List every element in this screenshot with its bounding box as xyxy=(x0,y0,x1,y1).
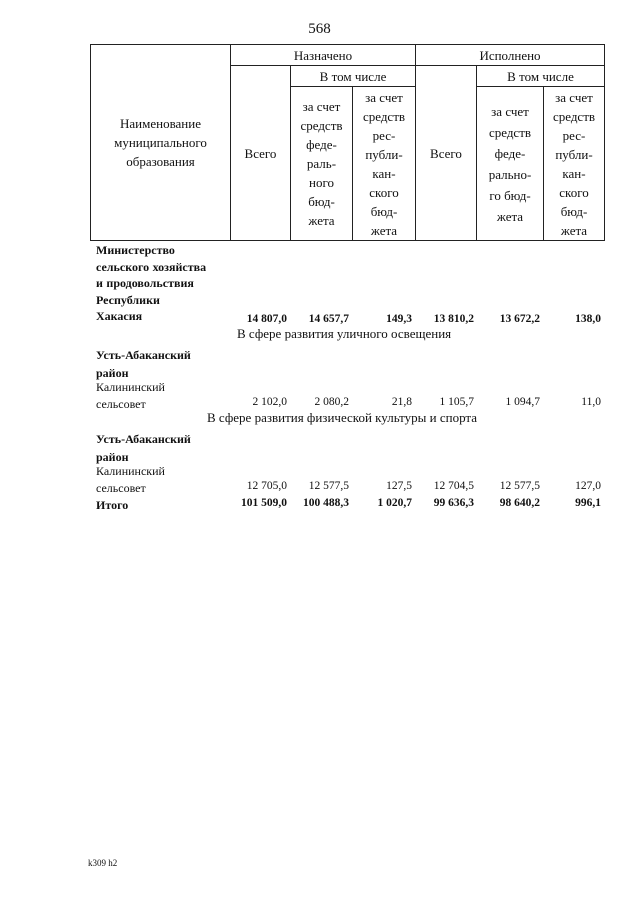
header-including-assigned: В том числе xyxy=(290,65,416,87)
ministry-total-executed: 13 810,2 xyxy=(433,313,474,325)
council2-rep-assigned: 127,5 xyxy=(386,480,412,492)
district-name-1: Усть-Абаканский район xyxy=(96,348,191,380)
ministry-rep-assigned: 149,3 xyxy=(386,313,412,325)
council2-fed-executed: 12 577,5 xyxy=(499,480,540,492)
council1-total-assigned: 2 102,0 xyxy=(252,396,287,408)
council2-total-executed: 12 704,5 xyxy=(433,480,474,492)
header-rep-assigned: за счет средств рес- публи- кан- ского бюд- жета xyxy=(352,86,416,241)
total-rep-assigned: 1 020,7 xyxy=(377,497,412,509)
total-fed-executed: 98 640,2 xyxy=(499,497,540,509)
council2-rep-executed: 127,0 xyxy=(575,480,601,492)
ministry-total-assigned: 14 807,0 xyxy=(246,313,287,325)
council1-total-executed: 1 105,7 xyxy=(439,396,474,408)
council-name-2: Калининский сельсовет xyxy=(96,464,165,495)
ministry-rep-executed: 138,0 xyxy=(575,313,601,325)
footer-code: k309 h2 xyxy=(88,858,118,868)
section-title-lighting: В сфере развития уличного освещения xyxy=(237,326,452,341)
total-label: Итого xyxy=(96,498,129,512)
header-total-assigned: Всего xyxy=(230,65,291,241)
council2-total-assigned: 12 705,0 xyxy=(246,480,287,492)
ministry-fed-executed: 13 672,2 xyxy=(499,313,540,325)
header-rep-executed: за счет средств рес- публи- кан- ского бюд- жета xyxy=(543,86,605,241)
header-name-column: Наименование муниципального образования xyxy=(90,44,231,241)
total-fed-assigned: 100 488,3 xyxy=(303,497,349,509)
council2-fed-assigned: 12 577,5 xyxy=(308,480,349,492)
section-title-sport: В сфере развития физической культуры и спорта xyxy=(207,410,478,425)
district-name-2: Усть-Абаканский район xyxy=(96,432,191,464)
header-fed-executed: за счет средств феде- рально- го бюд- жета xyxy=(476,86,544,241)
ministry-fed-assigned: 14 657,7 xyxy=(308,313,349,325)
total-rep-executed: 996,1 xyxy=(575,497,601,509)
council1-fed-assigned: 2 080,2 xyxy=(314,396,349,408)
header-including-executed: В том числе xyxy=(476,65,605,87)
header-total-executed: Всего xyxy=(415,65,477,241)
total-total-executed: 99 636,3 xyxy=(433,497,474,509)
ministry-name: Министерство сельского хозяйства и продовольствия Республики Хакасия xyxy=(96,243,207,324)
page-number: 568 xyxy=(308,21,331,37)
header-assigned: Назначено xyxy=(230,44,416,66)
header-fed-assigned: за счет средств феде- раль- ного бюд- жета xyxy=(290,86,353,241)
total-total-assigned: 101 509,0 xyxy=(241,497,287,509)
header-executed: Исполнено xyxy=(415,44,605,66)
council1-fed-executed: 1 094,7 xyxy=(505,396,540,408)
council-name-1: Калининский сельсовет xyxy=(96,380,165,411)
council1-rep-assigned: 21,8 xyxy=(391,396,412,408)
council1-rep-executed: 11,0 xyxy=(581,396,601,408)
